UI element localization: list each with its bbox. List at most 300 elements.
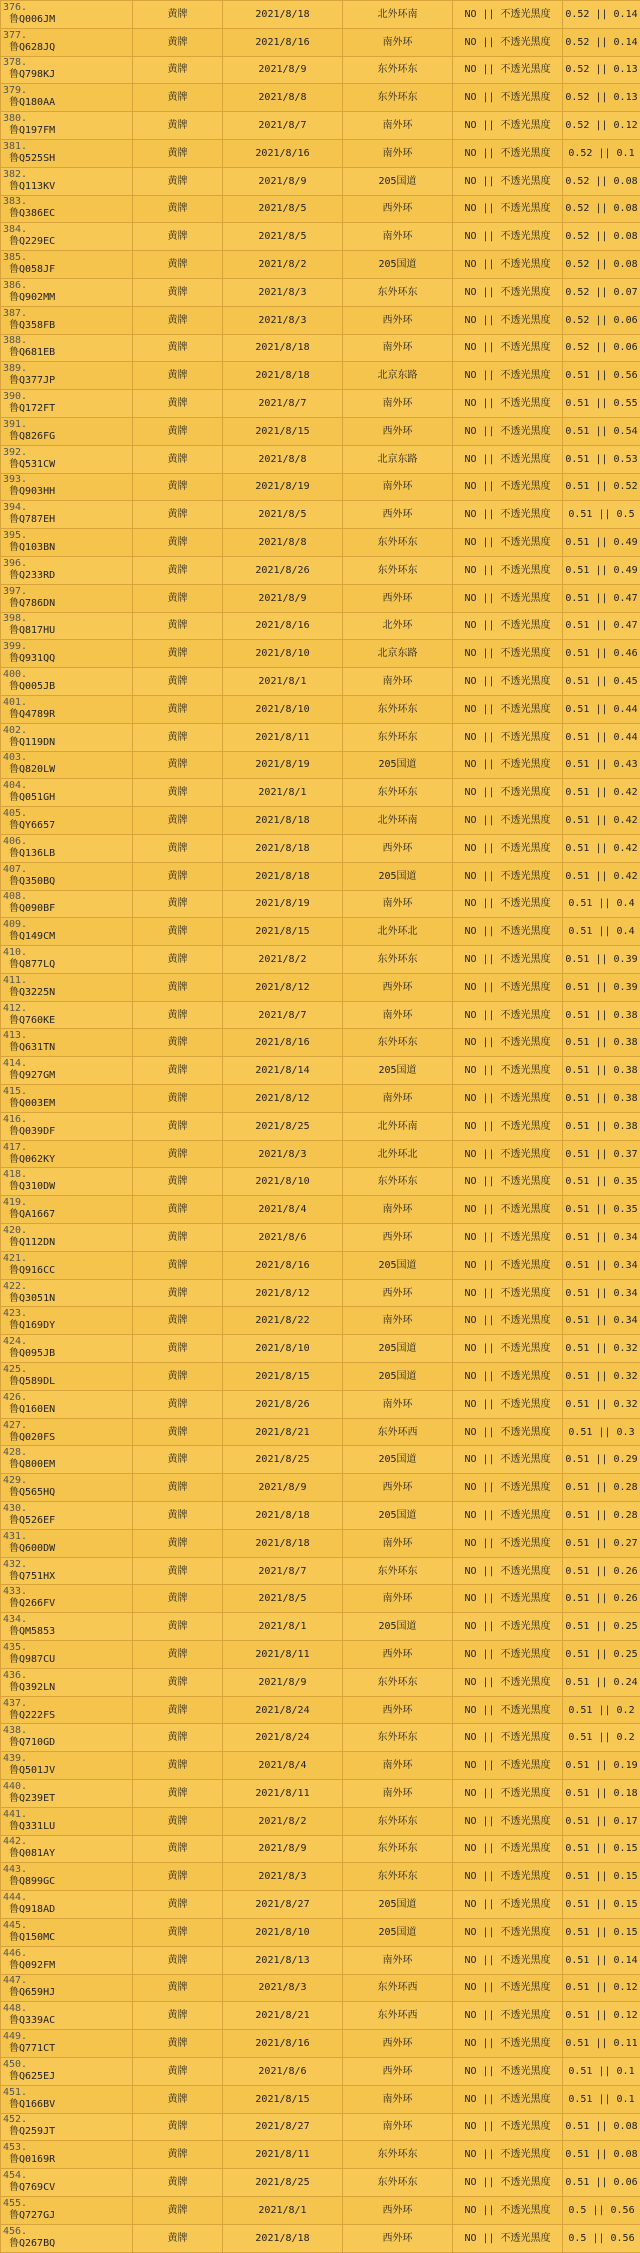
measured-values: 0.51 || 0.3: [563, 1418, 640, 1446]
record-date: 2021/8/6: [223, 2057, 343, 2085]
plate-type: 黄牌: [133, 1001, 223, 1029]
plate-number: 鲁Q112DN: [3, 1236, 130, 1249]
record-date: 2021/8/16: [223, 2030, 343, 2058]
row-number: 441.: [3, 1810, 130, 1820]
pollutant-type: NO || 不透光黑度: [453, 1752, 563, 1780]
table-row: [1, 946, 640, 974]
row-number: 436.: [3, 1671, 130, 1681]
row-number-cell: [1, 1446, 133, 1474]
measured-values: 0.51 || 0.15: [563, 1835, 640, 1863]
plate-type: 黄牌: [133, 529, 223, 557]
table-row: [1, 1863, 640, 1891]
pollutant-type: NO || 不透光黑度: [453, 1001, 563, 1029]
table-row: [1, 1418, 640, 1446]
road-location: 西外环: [343, 1696, 453, 1724]
plate-type: 黄牌: [133, 1585, 223, 1613]
pollutant-type: NO || 不透光黑度: [453, 723, 563, 751]
plate-type: 黄牌: [133, 251, 223, 279]
plate-type: 黄牌: [133, 167, 223, 195]
road-location: 205国道: [343, 1057, 453, 1085]
road-location: 东外环东: [343, 723, 453, 751]
road-location: 南外环: [343, 28, 453, 56]
row-number: 384.: [3, 225, 130, 235]
record-date: 2021/8/15: [223, 1363, 343, 1391]
plate-number: 鲁Q266FV: [3, 1597, 130, 1610]
table-row: [1, 695, 640, 723]
plate-type: 黄牌: [133, 834, 223, 862]
record-date: 2021/8/12: [223, 1279, 343, 1307]
record-date: 2021/8/19: [223, 751, 343, 779]
row-number: 396.: [3, 559, 130, 569]
plate-type: 黄牌: [133, 362, 223, 390]
table-row: [1, 1224, 640, 1252]
record-date: 2021/8/2: [223, 946, 343, 974]
row-number: 400.: [3, 670, 130, 680]
measured-values: 0.51 || 0.44: [563, 723, 640, 751]
measured-values: 0.52 || 0.13: [563, 84, 640, 112]
table-row: [1, 390, 640, 418]
measured-values: 0.51 || 0.34: [563, 1224, 640, 1252]
plate-type: 黄牌: [133, 1918, 223, 1946]
row-number: 414.: [3, 1059, 130, 1069]
row-number-cell: [1, 2113, 133, 2141]
row-number: 406.: [3, 837, 130, 847]
table-row: [1, 56, 640, 84]
road-location: 205国道: [343, 1891, 453, 1919]
plate-type: 黄牌: [133, 1668, 223, 1696]
plate-type: 黄牌: [133, 1752, 223, 1780]
plate-type: 黄牌: [133, 1057, 223, 1085]
row-number-cell: [1, 28, 133, 56]
road-location: 东外环东: [343, 779, 453, 807]
pollutant-type: NO || 不透光黑度: [453, 1279, 563, 1307]
record-date: 2021/8/24: [223, 1696, 343, 1724]
road-location: 南外环: [343, 390, 453, 418]
measured-values: 0.51 || 0.4: [563, 890, 640, 918]
row-number-cell: [1, 862, 133, 890]
measured-values: 0.51 || 0.15: [563, 1863, 640, 1891]
road-location: 北京东路: [343, 445, 453, 473]
plate-type: 黄牌: [133, 306, 223, 334]
table-row: [1, 1529, 640, 1557]
record-date: 2021/8/2: [223, 251, 343, 279]
plate-number: 鲁QA1667: [3, 1208, 130, 1221]
row-number: 397.: [3, 587, 130, 597]
record-date: 2021/8/13: [223, 1946, 343, 1974]
row-number: 443.: [3, 1865, 130, 1875]
row-number: 432.: [3, 1560, 130, 1570]
measured-values: 0.51 || 0.35: [563, 1168, 640, 1196]
row-number-cell: [1, 84, 133, 112]
measured-values: 0.51 || 0.15: [563, 1891, 640, 1919]
road-location: 北京东路: [343, 640, 453, 668]
pollutant-type: NO || 不透光黑度: [453, 1557, 563, 1585]
row-number-cell: [1, 2141, 133, 2169]
pollutant-type: NO || 不透光黑度: [453, 1224, 563, 1252]
record-date: 2021/8/4: [223, 1752, 343, 1780]
plate-number: 鲁Q003EM: [3, 1097, 130, 1110]
pollutant-type: NO || 不透光黑度: [453, 862, 563, 890]
record-date: 2021/8/21: [223, 1418, 343, 1446]
plate-type: 黄牌: [133, 56, 223, 84]
record-date: 2021/8/9: [223, 1474, 343, 1502]
row-number: 452.: [3, 2115, 130, 2125]
row-number-cell: [1, 1224, 133, 1252]
table-row: [1, 890, 640, 918]
row-number-cell: [1, 167, 133, 195]
record-date: 2021/8/11: [223, 1641, 343, 1669]
measured-values: 0.52 || 0.13: [563, 56, 640, 84]
row-number: 390.: [3, 392, 130, 402]
row-number: 454.: [3, 2171, 130, 2181]
plate-type: 黄牌: [133, 334, 223, 362]
plate-type: 黄牌: [133, 112, 223, 140]
plate-number: 鲁Q386EC: [3, 207, 130, 220]
record-date: 2021/8/11: [223, 723, 343, 751]
pollutant-type: NO || 不透光黑度: [453, 1529, 563, 1557]
record-date: 2021/8/5: [223, 501, 343, 529]
row-number: 442.: [3, 1837, 130, 1847]
measured-values: 0.51 || 0.38: [563, 1057, 640, 1085]
plate-number: 鲁Q798KJ: [3, 68, 130, 81]
pollutant-type: NO || 不透光黑度: [453, 2113, 563, 2141]
row-number-cell: [1, 1, 133, 29]
pollutant-type: NO || 不透光黑度: [453, 1251, 563, 1279]
measured-values: 0.51 || 0.2: [563, 1724, 640, 1752]
measured-values: 0.51 || 0.52: [563, 473, 640, 501]
plate-number: 鲁Q625EJ: [3, 2070, 130, 2083]
row-number: 393.: [3, 475, 130, 485]
row-number-cell: [1, 640, 133, 668]
road-location: 南外环: [343, 1585, 453, 1613]
road-location: 西外环: [343, 501, 453, 529]
plate-number: 鲁Q3051N: [3, 1292, 130, 1305]
row-number-cell: [1, 1307, 133, 1335]
table-row: [1, 1502, 640, 1530]
pollutant-type: NO || 不透光黑度: [453, 1974, 563, 2002]
road-location: 东外环东: [343, 1807, 453, 1835]
table-row: [1, 2224, 640, 2252]
measured-values: 0.51 || 0.26: [563, 1557, 640, 1585]
table-row: [1, 1668, 640, 1696]
row-number: 445.: [3, 1921, 130, 1931]
table-row: [1, 1057, 640, 1085]
measured-values: 0.51 || 0.1: [563, 2085, 640, 2113]
record-date: 2021/8/9: [223, 1835, 343, 1863]
plate-type: 黄牌: [133, 390, 223, 418]
pollutant-type: NO || 不透光黑度: [453, 195, 563, 223]
record-date: 2021/8/11: [223, 1780, 343, 1808]
row-number: 402.: [3, 726, 130, 736]
row-number: 388.: [3, 336, 130, 346]
plate-number: 鲁Q525SH: [3, 152, 130, 165]
table-row: [1, 2030, 640, 2058]
row-number: 425.: [3, 1365, 130, 1375]
row-number: 392.: [3, 448, 130, 458]
measured-values: 0.52 || 0.08: [563, 195, 640, 223]
plate-number: 鲁Q331LU: [3, 1820, 130, 1833]
pollutant-type: NO || 不透光黑度: [453, 695, 563, 723]
plate-type: 黄牌: [133, 1418, 223, 1446]
measured-values: 0.51 || 0.24: [563, 1668, 640, 1696]
record-date: 2021/8/15: [223, 918, 343, 946]
pollutant-type: NO || 不透光黑度: [453, 1363, 563, 1391]
pollutant-type: NO || 不透光黑度: [453, 390, 563, 418]
road-location: 西外环: [343, 306, 453, 334]
plate-number: 鲁Q350BQ: [3, 875, 130, 888]
road-location: 西外环: [343, 584, 453, 612]
plate-type: 黄牌: [133, 2224, 223, 2252]
row-number: 403.: [3, 753, 130, 763]
pollutant-type: NO || 不透光黑度: [453, 1807, 563, 1835]
plate-type: 黄牌: [133, 195, 223, 223]
record-date: 2021/8/3: [223, 306, 343, 334]
table-row: [1, 1807, 640, 1835]
plate-type: 黄牌: [133, 1085, 223, 1113]
road-location: 南外环: [343, 1196, 453, 1224]
row-number-cell: [1, 1918, 133, 1946]
pollutant-type: NO || 不透光黑度: [453, 668, 563, 696]
measured-values: 0.51 || 0.5: [563, 501, 640, 529]
pollutant-type: NO || 不透光黑度: [453, 1863, 563, 1891]
record-date: 2021/8/6: [223, 1224, 343, 1252]
row-number-cell: [1, 1585, 133, 1613]
record-date: 2021/8/5: [223, 195, 343, 223]
table-row: [1, 862, 640, 890]
record-date: 2021/8/3: [223, 278, 343, 306]
row-number: 449.: [3, 2032, 130, 2042]
pollutant-type: NO || 不透光黑度: [453, 779, 563, 807]
row-number: 433.: [3, 1587, 130, 1597]
plate-number: 鲁Q0169R: [3, 2153, 130, 2166]
pollutant-type: NO || 不透光黑度: [453, 1335, 563, 1363]
plate-number: 鲁Q918AD: [3, 1903, 130, 1916]
row-number: 451.: [3, 2088, 130, 2098]
row-number-cell: [1, 723, 133, 751]
row-number: 431.: [3, 1532, 130, 1542]
measured-values: 0.51 || 0.25: [563, 1641, 640, 1669]
record-date: 2021/8/1: [223, 668, 343, 696]
road-location: 205国道: [343, 1613, 453, 1641]
measured-values: 0.51 || 0.35: [563, 1196, 640, 1224]
plate-number: 鲁Q600DW: [3, 1542, 130, 1555]
row-number: 434.: [3, 1615, 130, 1625]
measured-values: 0.51 || 0.06: [563, 2169, 640, 2197]
row-number: 420.: [3, 1226, 130, 1236]
row-number: 404.: [3, 781, 130, 791]
table-row: [1, 1780, 640, 1808]
record-date: 2021/8/3: [223, 1863, 343, 1891]
record-date: 2021/8/18: [223, 1, 343, 29]
row-number-cell: [1, 695, 133, 723]
plate-number: 鲁Q377JP: [3, 374, 130, 387]
row-number-cell: [1, 751, 133, 779]
road-location: 东外环东: [343, 529, 453, 557]
plate-type: 黄牌: [133, 1224, 223, 1252]
plate-number: 鲁Q526EF: [3, 1514, 130, 1527]
measured-values: 0.51 || 0.49: [563, 556, 640, 584]
table-row: [1, 167, 640, 195]
pollutant-type: NO || 不透光黑度: [453, 278, 563, 306]
table-row: [1, 1140, 640, 1168]
road-location: 东外环西: [343, 1974, 453, 2002]
row-number: 426.: [3, 1393, 130, 1403]
row-number-cell: [1, 251, 133, 279]
record-date: 2021/8/14: [223, 1057, 343, 1085]
plate-number: 鲁QY6657: [3, 819, 130, 832]
plate-number: 鲁Q817HU: [3, 624, 130, 637]
measured-values: 0.51 || 0.45: [563, 668, 640, 696]
row-number: 440.: [3, 1782, 130, 1792]
table-row: [1, 1446, 640, 1474]
table-row: [1, 139, 640, 167]
table-row: [1, 1585, 640, 1613]
measured-values: 0.51 || 0.37: [563, 1140, 640, 1168]
record-date: 2021/8/18: [223, 2224, 343, 2252]
pollutant-type: NO || 不透光黑度: [453, 640, 563, 668]
record-date: 2021/8/9: [223, 56, 343, 84]
row-number: 385.: [3, 253, 130, 263]
row-number-cell: [1, 1029, 133, 1057]
plate-type: 黄牌: [133, 668, 223, 696]
plate-number: 鲁Q020FS: [3, 1431, 130, 1444]
plate-type: 黄牌: [133, 1557, 223, 1585]
plate-type: 黄牌: [133, 695, 223, 723]
plate-number: 鲁Q160EN: [3, 1403, 130, 1416]
pollutant-type: NO || 不透光黑度: [453, 1196, 563, 1224]
plate-number: 鲁Q710GD: [3, 1736, 130, 1749]
row-number: 405.: [3, 809, 130, 819]
pollutant-type: NO || 不透光黑度: [453, 1307, 563, 1335]
record-date: 2021/8/8: [223, 84, 343, 112]
plate-number: 鲁Q4789R: [3, 708, 130, 721]
record-date: 2021/8/25: [223, 2169, 343, 2197]
measured-values: 0.51 || 0.08: [563, 2113, 640, 2141]
row-number-cell: [1, 2169, 133, 2197]
table-row: [1, 1613, 640, 1641]
row-number: 378.: [3, 58, 130, 68]
measured-values: 0.51 || 0.12: [563, 1974, 640, 2002]
plate-type: 黄牌: [133, 918, 223, 946]
measured-values: 0.51 || 0.32: [563, 1390, 640, 1418]
plate-number: 鲁Q150MC: [3, 1931, 130, 1944]
row-number-cell: [1, 278, 133, 306]
measured-values: 0.51 || 0.11: [563, 2030, 640, 2058]
pollutant-type: NO || 不透光黑度: [453, 56, 563, 84]
plate-type: 黄牌: [133, 501, 223, 529]
row-number-cell: [1, 1780, 133, 1808]
pollutant-type: NO || 不透光黑度: [453, 1835, 563, 1863]
plate-number: 鲁Q005JB: [3, 680, 130, 693]
row-number-cell: [1, 1279, 133, 1307]
plate-number: 鲁Q095JB: [3, 1347, 130, 1360]
pollutant-type: NO || 不透光黑度: [453, 2057, 563, 2085]
table-row: [1, 1557, 640, 1585]
row-number-cell: [1, 1140, 133, 1168]
plate-number: 鲁Q233RD: [3, 569, 130, 582]
table-row: [1, 306, 640, 334]
plate-type: 黄牌: [133, 1891, 223, 1919]
record-date: 2021/8/18: [223, 1502, 343, 1530]
record-date: 2021/8/18: [223, 362, 343, 390]
measured-values: 0.51 || 0.53: [563, 445, 640, 473]
pollutant-type: NO || 不透光黑度: [453, 1085, 563, 1113]
table-row: [1, 612, 640, 640]
pollutant-type: NO || 不透光黑度: [453, 1446, 563, 1474]
row-number-cell: [1, 779, 133, 807]
row-number-cell: [1, 445, 133, 473]
table-row: [1, 1641, 640, 1669]
road-location: 东外环东: [343, 56, 453, 84]
measured-values: 0.51 || 0.17: [563, 1807, 640, 1835]
measured-values: 0.52 || 0.06: [563, 334, 640, 362]
table-row: [1, 84, 640, 112]
pollutant-type: NO || 不透光黑度: [453, 2085, 563, 2113]
measured-values: 0.51 || 0.1: [563, 2057, 640, 2085]
plate-number: 鲁Q149CM: [3, 930, 130, 943]
row-number-cell: [1, 612, 133, 640]
table-row: [1, 1696, 640, 1724]
plate-number: 鲁Q899GC: [3, 1875, 130, 1888]
record-date: 2021/8/18: [223, 834, 343, 862]
row-number-cell: [1, 584, 133, 612]
table-row: [1, 751, 640, 779]
plate-number: 鲁Q197FM: [3, 124, 130, 137]
table-row: [1, 973, 640, 1001]
road-location: 南外环: [343, 1752, 453, 1780]
pollutant-type: NO || 不透光黑度: [453, 1585, 563, 1613]
measured-values: 0.51 || 0.42: [563, 834, 640, 862]
measured-values: 0.51 || 0.28: [563, 1474, 640, 1502]
table-row: [1, 501, 640, 529]
plate-number: 鲁Q769CV: [3, 2181, 130, 2194]
pollutant-type: NO || 不透光黑度: [453, 473, 563, 501]
row-number-cell: [1, 1613, 133, 1641]
pollutant-type: NO || 不透光黑度: [453, 84, 563, 112]
road-location: 西外环: [343, 1474, 453, 1502]
road-location: 南外环: [343, 1390, 453, 1418]
road-location: 205国道: [343, 1251, 453, 1279]
row-number-cell: [1, 1418, 133, 1446]
row-number: 427.: [3, 1421, 130, 1431]
pollutant-type: NO || 不透光黑度: [453, 946, 563, 974]
measured-values: 0.51 || 0.32: [563, 1363, 640, 1391]
plate-number: 鲁Q820LW: [3, 763, 130, 776]
record-date: 2021/8/8: [223, 529, 343, 557]
plate-type: 黄牌: [133, 862, 223, 890]
pollutant-type: NO || 不透光黑度: [453, 28, 563, 56]
table-row: [1, 334, 640, 362]
plate-type: 黄牌: [133, 278, 223, 306]
record-date: 2021/8/10: [223, 1918, 343, 1946]
row-number: 379.: [3, 86, 130, 96]
record-date: 2021/8/16: [223, 1029, 343, 1057]
plate-type: 黄牌: [133, 890, 223, 918]
road-location: 西外环: [343, 2224, 453, 2252]
plate-type: 黄牌: [133, 723, 223, 751]
plate-type: 黄牌: [133, 1835, 223, 1863]
measured-values: 0.51 || 0.44: [563, 695, 640, 723]
table-row: [1, 417, 640, 445]
row-number-cell: [1, 1529, 133, 1557]
row-number-cell: [1, 112, 133, 140]
plate-number: 鲁Q931QQ: [3, 652, 130, 665]
plate-type: 黄牌: [133, 223, 223, 251]
row-number-cell: [1, 556, 133, 584]
road-location: 东外环东: [343, 278, 453, 306]
plate-number: 鲁Q3225N: [3, 986, 130, 999]
plate-type: 黄牌: [133, 973, 223, 1001]
